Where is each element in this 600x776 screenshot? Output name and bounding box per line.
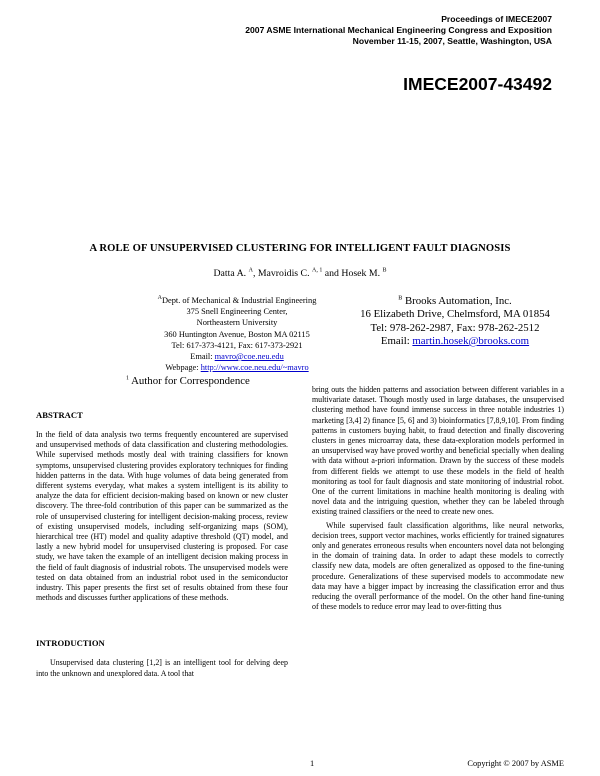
affiliation-b-email-label: Email: [380,334,413,347]
author-3-sup: B [382,267,387,274]
abstract-heading: ABSTRACT [36,410,83,420]
header-line-1: Proceedings of IMECE2007 [441,14,552,24]
affiliation-a-street: 375 Snell Engineering Center, [186,307,288,317]
abstract-body [36,430,288,603]
affiliation-a-phone: Tel: 617-373-4121, Fax: 617-373-2921 [171,340,303,350]
right-column-paragraph-2: While supervised fault classification algorithms, like neural networks, decision trees, support vector machines, works efficiently for trained signatures only and generates erroneous results when encounters novel data not belonging in the domain of training data. In order to adapt these models to correctly classify new data, models are often generalized as opposed to the fine-tuning procedure. Generalizations of these supervised models to accommodate new data may have a bigger impact by increasing the classification error and thus reducing the overall performance of the model. On the other hand fine-tuning of these models to reduce error may lead to over-fitting thus [312,520,564,612]
affiliation-a-city: 360 Huntington Avenue, Boston MA 02115 [164,329,310,339]
affiliation-b-name: Brooks Automation, Inc. [402,295,512,307]
header-line-3: November 11-15, 2007, Seattle, Washington, USA [352,35,552,46]
affiliation-a-univ: Northeastern University [196,318,278,328]
correspondence-text: Author for Correspondence [129,375,250,387]
affiliation-a-email-link[interactable]: mavro@coe.neu.edu [214,352,284,362]
correspondence-sup: 1 [126,375,129,382]
introduction-heading: INTRODUCTION [36,638,105,649]
author-3: and Hosek M. [322,268,383,279]
affiliation-b-email-link[interactable]: martin.hosek@brooks.com [412,334,530,347]
proceedings-header [245,14,552,46]
author-2: , Mavroidis C. [252,268,312,279]
author-1: Datta A. [213,268,249,279]
introduction-body [36,658,288,678]
abstract-text: In the field of data analysis two terms frequently encountered are supervised and unsupervised methods of data classification and clustering methodologies. While supervised methods mostly deal with training classifiers for known symptoms, unsupervised clustering provides exploratory techniques for finding hidden patterns in the data. With huge volumes of data being generated from different systems everyday, what makes a system intelligent is its ability to analyze the data for efficient decision-making based on known or new cluster discovery. The three-fold contribution of this paper can be summarized as the role of unsupervised clustering for intelligent decision-making process, review of existing unsupervised models, including self-organizing maps (SOM), hierarchical tree (HT) model and quality adaptive threshold (QT) model, and lastly a new hybrid model for unsupervised clustering is proposed. For case study, we have taken the example of an intelligent decision making process in the field of fault diagnosis of industrial robots. The unsupervised models were tested on data obtained from an industrial robot used in the semiconductor industry. This paper presents the first set of results obtained from these four methods and discusses further applications of these methods. [36,430,288,603]
right-column [312,385,564,612]
left-column [36,410,288,679]
affiliation-a-web-link[interactable]: http://www.coe.neu.edu/~mavro [200,363,309,373]
affiliation-a [126,295,348,373]
paper-title: A ROLE OF UNSUPERVISED CLUSTERING FOR INTELLIGENT FAULT DIAGNOSIS [89,243,511,254]
affiliation-b-phone: Tel: 978-262-2987, Fax: 978-262-2512 [370,321,540,334]
affiliation-a-dept: Dept. of Mechanical & Industrial Engineering [161,296,317,305]
correspondence-note [126,375,250,387]
affiliation-a-web-label: Webpage: [165,363,201,373]
author-line [0,268,600,279]
header-line-2: 2007 ASME International Mechanical Engineering Congress and Exposition [245,24,552,35]
paper-id: IMECE2007-43492 [403,74,552,94]
introduction-text: Unsupervised data clustering [1,2] is an intelligent tool for delving deep into the unknown and unexplored data. A tool that [36,658,288,678]
author-2-sup: A, 1 [312,267,323,274]
affiliation-a-sup: A [157,295,162,302]
affiliation-b-sup: B [398,295,403,302]
page-number: 1 [310,759,315,768]
copyright-notice: Copyright © 2007 by ASME [467,759,564,768]
affiliation-a-email-label: Email: [190,352,215,362]
affiliation-b [342,295,568,348]
author-1-sup: A [248,267,253,274]
right-column-paragraph-1: bring outs the hidden patterns and association between different variables in a multivariate dataset. Though mostly used in large databases, the unsupervised clustering method have found immense success in three notable industries 1) marketing [3,4] 2) finance [5, 6] and 3) bioinformatics [7,8,9,10]. From finding patterns in customers buying habit, to fraud detection and finally discovering clusters in genes microarray data, these data-exploration models performed in an unsupervised way have proved worthy and beneficial specially when dealing with data without a-priori information. Drawn by the success of these models from different fields we attempt to use these models in the field of health monitoring as tool for fault diagnosis and state monitoring of industrial robot. One of the current limitations in machine health monitoring is dealing with novel data and the intriguing question, whether they can be labeled through existing trained classifiers or the need to create new ones. [312,385,564,517]
affiliation-b-street: 16 Elizabeth Drive, Chelmsford, MA 01854 [360,308,550,321]
